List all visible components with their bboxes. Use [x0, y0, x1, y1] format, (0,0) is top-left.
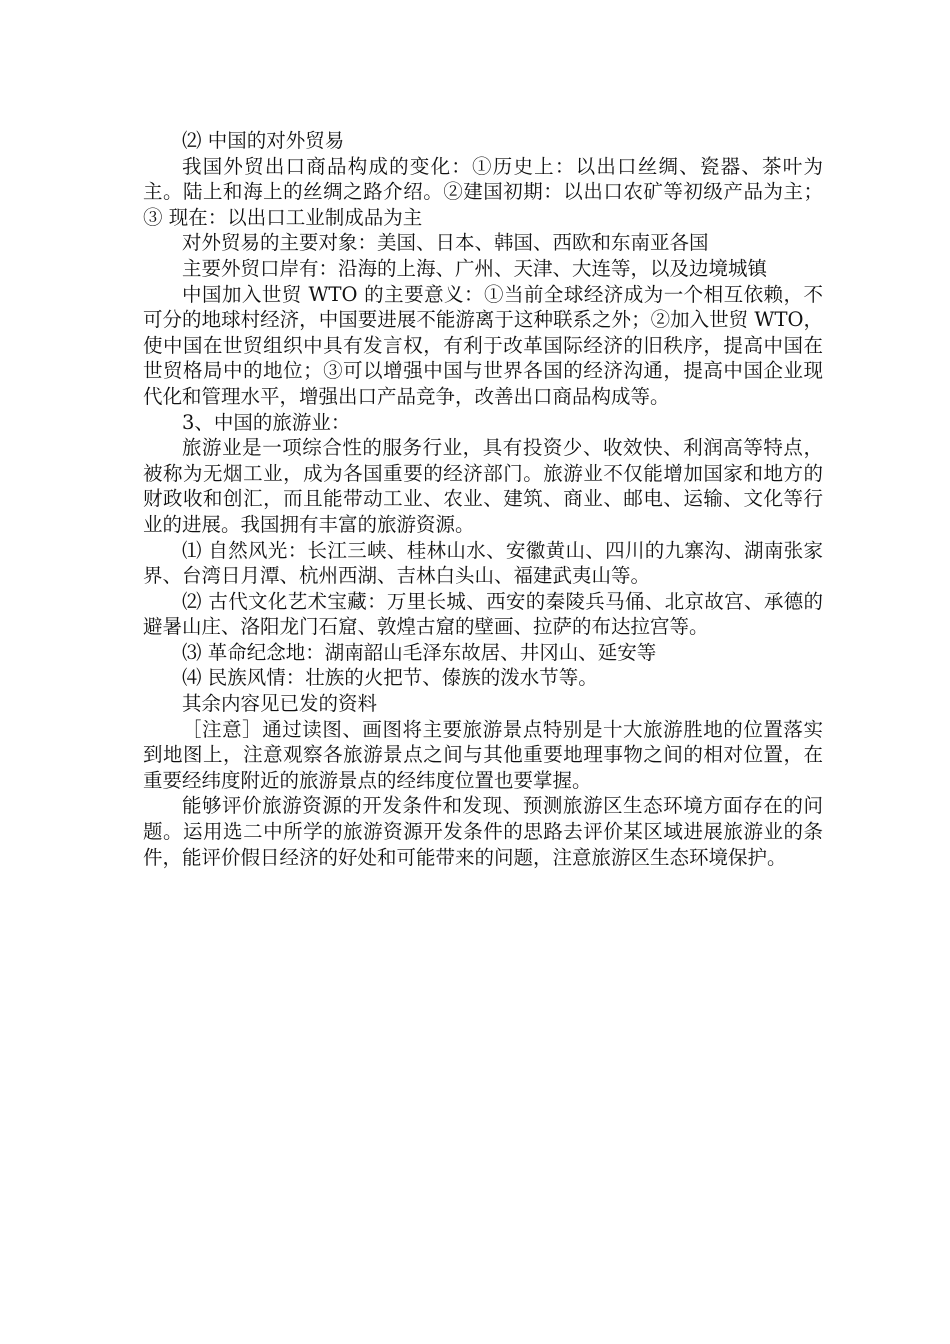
paragraph-cultural-treasures: ⑵ 古代文化艺术宝藏：万里长城、西安的秦陵兵马俑、北京故宫、承德的避暑山庄、洛阳龙门石窟、敦煌古窟的壁画、拉萨的布达拉宫等。	[143, 589, 823, 639]
paragraph-ethnic-customs: ⑷ 民族风情：壮族的火把节、傣族的泼水节等。	[182, 666, 598, 690]
paragraph-other-materials: 其余内容见已发的资料	[182, 692, 378, 716]
paragraph-tourism-intro: 旅游业是一项综合性的服务行业，具有投资少、收效快、利润高等特点，被称为无烟工业，成为各国重要的经济部门。旅游业不仅能增加国家和地方的财政收和创汇，而且能带动工业、农业、建筑、商业、邮电、运输、文化等行业的进展。我国拥有丰富的旅游资源。	[143, 436, 823, 536]
paragraph-revolutionary-sites: ⑶ 革命纪念地：湖南韶山毛泽东故居、井冈山、延安等	[182, 640, 657, 664]
heading-tourism: 3、中国的旅游业：	[182, 410, 351, 434]
paragraph-trade-partners: 对外贸易的主要对象：美国、日本、韩国、西欧和东南亚各国	[182, 231, 709, 255]
paragraph-natural-scenery: ⑴ 自然风光：长江三峡、桂林山水、安徽黄山、四川的九寨沟、湖南张家界、台湾日月潭、杭州西湖、吉林白头山、福建武夷山等。	[143, 538, 823, 588]
paragraph-evaluation: 能够评价旅游资源的开发条件和发现、预测旅游区生态环境方面存在的问题。运用选二中所学的旅游资源开发条件的思路去评价某区域进展旅游业的条件，能评价假日经济的好处和可能带来的问题，注意旅游区生态环境保护。	[143, 794, 823, 869]
paragraph-export-structure: 我国外贸出口商品构成的变化：①历史上：以出口丝绸、瓷器、茶叶为主。陆上和海上的丝绸之路介绍。②建国初期：以出口农矿等初级产品为主；③ 现在：以出口工业制成品为主	[143, 154, 823, 229]
paragraph-trade-ports: 主要外贸口岸有：沿海的上海、广州、天津、大连等，以及边境城镇	[182, 256, 768, 280]
heading-foreign-trade: ⑵ 中国的对外贸易	[182, 129, 345, 152]
paragraph-note: ［注意］通过读图、画图将主要旅游景点特别是十大旅游胜地的位置落实到地图上，注意观察各旅游景点之间与其他重要地理事物之间的相对位置，在重要经纬度附近的旅游景点的经纬度位置也要掌握。	[143, 717, 823, 792]
paragraph-wto-significance: 中国加入世贸 WTO 的主要意义：①当前全球经济成为一个相互依赖，不可分的地球村经济，中国要进展不能游离于这种联系之外；②加入世贸 WTO，使中国在世贸组织中具有发言权，有利于改革国际经济的旧秩序，提高中国在世贸格局中的地位；③可以增强中国与世界各国的经济沟通，提高中国企业现代化和管理水平，增强出口产品竞争，改善出口商品构成等。	[143, 282, 823, 408]
document-body	[143, 128, 823, 870]
